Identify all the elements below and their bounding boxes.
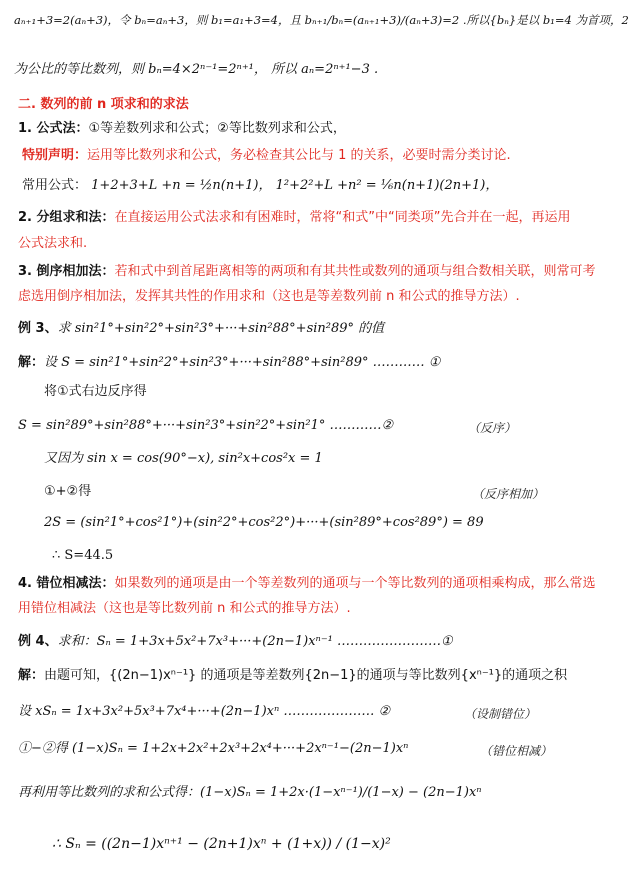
- example3-sol-label: 解：: [18, 355, 45, 370]
- special-statement-text: 运用等比数列求和公式，务必检查其公比与 1 的关系，必要时需分类讨论.: [87, 148, 511, 163]
- example3-title: [18, 321, 384, 337]
- example3-also-text: 又因为 sin x = cos(90°−x), sin²x+cos²x = 1: [44, 451, 323, 466]
- reverse-method-line-1: [18, 264, 596, 280]
- group-method-line-1: [18, 210, 570, 226]
- example4-final: ∴ Sₙ = ((2n−1)xⁿ⁺¹ − (2n+1)xⁿ + (1+x)) / (1−x)²: [52, 836, 391, 852]
- special-statement-label: 特别声明：: [22, 148, 88, 163]
- note-sub: （错位相减）: [480, 744, 553, 758]
- note-set: （设制错位）: [464, 707, 537, 721]
- formula-method-label: 1. 公式法：: [18, 121, 89, 136]
- misalign-text-a: 如果数列的通项是由一个等差数列的通项与一个等比数列的通项相乘构成，那么常选: [114, 576, 596, 591]
- group-method-text-a: 在直接运用公式法求和有困难时，常将“和式”中“同类项”先合并在一起，再运用: [114, 210, 571, 225]
- example4-sol-label: 解：: [18, 668, 45, 683]
- example4-label: 例 4、: [18, 634, 58, 649]
- reverse-method-text-b: 虑选用倒序相加法，发挥其共性的作用求和（这也是等差数列前 n 和公式的推导方法）.: [18, 289, 520, 304]
- example3-question: 求 sin²1°+sin²2°+sin²3°+···+sin²88°+sin²89° 的值: [57, 321, 385, 336]
- section-title: 二. 数列的前 n 项求和的求法: [18, 97, 189, 112]
- note-reverse-add: （反序相加）: [472, 487, 545, 501]
- example3-eq3: 2S = (sin²1°+cos²1°)+(sin²2°+cos²2°)+···+(sin²89°+cos²89°) = 89: [44, 515, 484, 530]
- example3-add: ①+②得: [44, 484, 92, 499]
- misalign-label: 4. 错位相减法：: [18, 576, 115, 591]
- formula-method: [18, 121, 346, 137]
- reverse-method-text-a: 若和式中到首尾距离相等的两项和有其共性或数列的通项与组合数相关联，则常可考: [114, 264, 596, 279]
- example4-reuse: 再利用等比数列的求和公式得：(1−x)Sₙ = 1+2x·(1−xⁿ⁻¹)/(1−x) − (2n−1)xⁿ: [18, 785, 482, 800]
- note-reverse: （反序）: [468, 421, 517, 435]
- example3-solution: [18, 355, 440, 371]
- reverse-method-label: 3. 倒序相加法：: [18, 264, 115, 279]
- example3-also: [44, 451, 323, 467]
- example3-result: ∴ S=44.5: [52, 548, 114, 563]
- group-method-text-b: 公式法求和.: [18, 236, 88, 251]
- example4-sub: ①−②得 (1−x)Sₙ = 1+2x+2x²+2x³+2x⁴+···+2xⁿ⁻¹−(2n−1)xⁿ: [18, 741, 409, 756]
- header-line-2: 为公比的等比数列，则 bₙ=4×2ⁿ⁻¹=2ⁿ⁺¹， 所以 aₙ=2ⁿ⁺¹−3 .: [14, 62, 379, 77]
- example4-solution: [18, 668, 567, 684]
- special-statement: [22, 148, 511, 164]
- example4-question: 求和：Sₙ = 1+3x+5x²+7x³+···+(2n−1)xⁿ⁻¹ ……………………①: [57, 634, 453, 649]
- example3-step1: 将①式右边反序得: [44, 384, 147, 399]
- example3-eq1: 设 S = sin²1°+sin²2°+sin²3°+···+sin²88°+sin²89° ………… ①: [44, 355, 441, 370]
- example4-sol-text: 由题可知，{(2n−1)xⁿ⁻¹} 的通项是等差数列{2n−1}的通项与等比数列{xⁿ⁻¹}的通项之积: [44, 668, 568, 683]
- misalign-text-b: 用错位相减法（这也是等比数列前 n 和公式的推导方法）.: [18, 601, 351, 616]
- misalign-line-1: [18, 576, 596, 592]
- example4-title: [18, 634, 453, 650]
- formula-method-text: ①等差数列求和公式；②等比数列求和公式，: [88, 121, 346, 136]
- example3-eq2: S = sin²89°+sin²88°+···+sin²3°+sin²2°+sin²1° …………②: [18, 418, 394, 433]
- common-formulas: [22, 178, 498, 194]
- group-method-label: 2. 分组求和法：: [18, 210, 115, 225]
- common-formulas-label: 常用公式：: [22, 178, 88, 193]
- example4-set: 设 xSₙ = 1x+3x²+5x³+7x⁴+···+(2n−1)xⁿ ………………… ②: [18, 704, 391, 719]
- header-line-1: aₙ₊₁+3=2(aₙ+3)，令 bₙ=aₙ+3，则 b₁=a₁+3=4，且 bₙ₊₁/bₙ=(aₙ₊₁+3)/(aₙ+3)=2 .所以{bₙ}是以 b₁=4 为首项，2: [14, 13, 629, 27]
- common-formulas-math: 1+2+3+L +n = ½n(n+1)， 1²+2²+L +n² = ⅙n(n+1)(2n+1)，: [91, 178, 499, 193]
- example3-label: 例 3、: [18, 321, 58, 336]
